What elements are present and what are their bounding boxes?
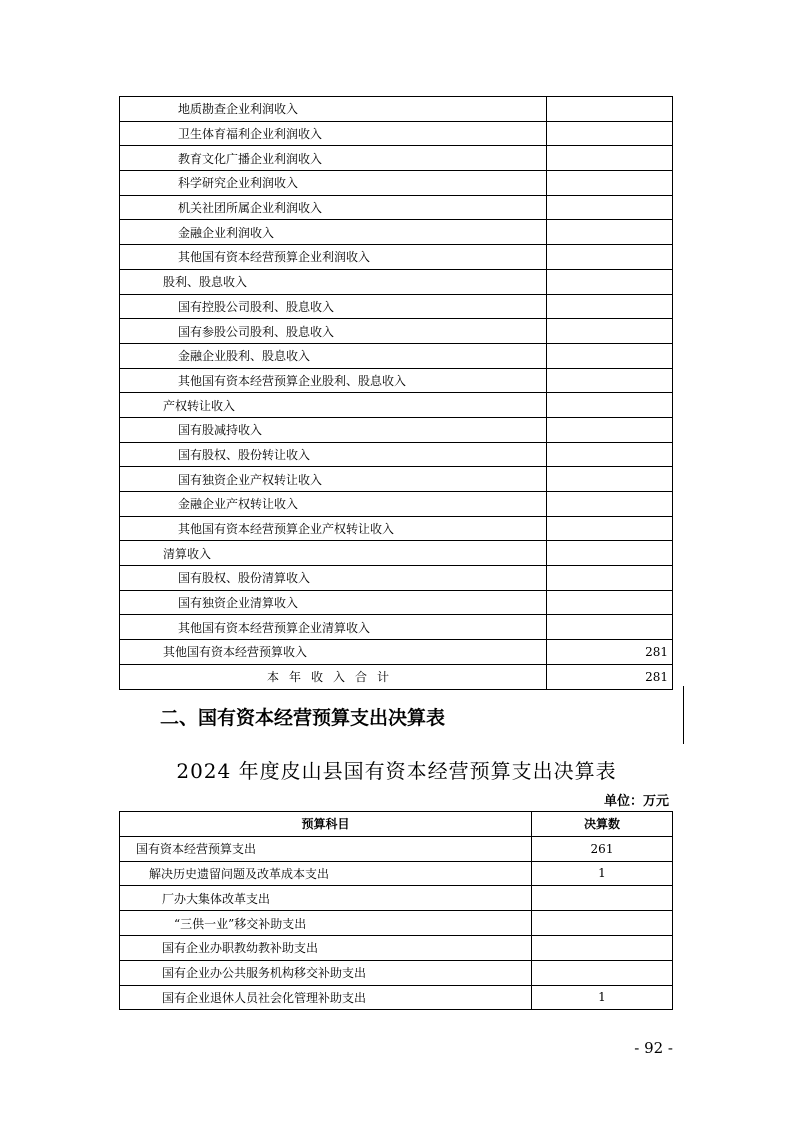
row-label: 卫生体育福利企业利润收入: [120, 121, 547, 146]
row-value: [547, 220, 673, 245]
table-row: [120, 442, 673, 467]
row-label: 金融企业利润收入: [120, 220, 547, 245]
table-row: [120, 590, 673, 615]
table-row: [120, 615, 673, 640]
table-row: [120, 319, 673, 344]
row-label: 股利、股息收入: [120, 269, 547, 294]
table-row: [120, 121, 673, 146]
table-row: [120, 171, 673, 196]
row-label: 国有独资企业产权转让收入: [120, 467, 547, 492]
table-row: [120, 861, 673, 886]
row-value: [547, 541, 673, 566]
row-value: [547, 590, 673, 615]
table-row: [120, 393, 673, 418]
row-value: [547, 467, 673, 492]
row-label: 科学研究企业利润收入: [120, 171, 547, 196]
table-row: [120, 566, 673, 591]
row-label: 金融企业股利、股息收入: [120, 343, 547, 368]
table-row: [120, 195, 673, 220]
row-value: [547, 171, 673, 196]
row-value: [547, 146, 673, 171]
row-label: 其他国有资本经营预算企业利润收入: [120, 245, 547, 270]
page-number: - 92 -: [634, 1039, 673, 1057]
row-value: 281: [547, 640, 673, 665]
row-value: [547, 195, 673, 220]
row-label: 国有股权、股份清算收入: [120, 566, 547, 591]
row-value: 1: [532, 861, 673, 886]
row-value: [547, 368, 673, 393]
table-title: 2024 年度皮山县国有资本经营预算支出决算表: [176, 759, 617, 783]
table-row: [120, 935, 673, 960]
vertical-divider: [683, 686, 684, 744]
row-label: 清算收入: [120, 541, 547, 566]
table-row: [120, 886, 673, 911]
table-row: [120, 640, 673, 665]
total-row: [120, 664, 673, 689]
row-label: 国有企业办公共服务机构移交补助支出: [120, 960, 532, 985]
row-value: [547, 294, 673, 319]
table-row: [120, 97, 673, 122]
table-header-row: [120, 812, 673, 837]
header-subject: 预算科目: [120, 812, 532, 837]
header-amount: 决算数: [532, 812, 673, 837]
unit-label: 单位：万元: [603, 794, 669, 809]
table-row: [120, 985, 673, 1010]
table-row: [120, 541, 673, 566]
expenditure-table: [119, 811, 673, 1010]
row-value: [547, 417, 673, 442]
row-label: 地质勘查企业利润收入: [120, 97, 547, 122]
row-label: 国有控股公司股利、股息收入: [120, 294, 547, 319]
table-row: [120, 146, 673, 171]
total-label: 本年收入合计: [120, 664, 547, 689]
row-label: 产权转让收入: [120, 393, 547, 418]
table-row: [120, 492, 673, 517]
row-value: [547, 566, 673, 591]
row-label: 其他国有资本经营预算企业股利、股息收入: [120, 368, 547, 393]
row-value: [532, 935, 673, 960]
row-value: [532, 911, 673, 936]
row-label: 国有股减持收入: [120, 417, 547, 442]
row-label: 解决历史遗留问题及改革成本支出: [120, 861, 532, 886]
row-label: 厂办大集体改革支出: [120, 886, 532, 911]
row-value: [547, 393, 673, 418]
row-label: 其他国有资本经营预算企业清算收入: [120, 615, 547, 640]
row-value: 261: [532, 836, 673, 861]
row-value: 1: [532, 985, 673, 1010]
row-value: [547, 343, 673, 368]
row-value: [547, 442, 673, 467]
table-row: [120, 516, 673, 541]
table-row: [120, 467, 673, 492]
table-row: [120, 960, 673, 985]
revenue-table: [119, 96, 673, 690]
table-row: [120, 245, 673, 270]
row-value: [547, 245, 673, 270]
section-heading: 二、国有资本经营预算支出决算表: [160, 707, 446, 729]
row-label: 国有企业办职教幼教补助支出: [120, 935, 532, 960]
row-value: [547, 121, 673, 146]
table-row: [120, 836, 673, 861]
table-row: [120, 343, 673, 368]
table-row: [120, 368, 673, 393]
row-label: 国有独资企业清算收入: [120, 590, 547, 615]
row-label: 国有参股公司股利、股息收入: [120, 319, 547, 344]
row-label: 机关社团所属企业利润收入: [120, 195, 547, 220]
row-value: [547, 492, 673, 517]
row-value: [547, 319, 673, 344]
row-value: [547, 516, 673, 541]
table-row: [120, 220, 673, 245]
row-value: [547, 269, 673, 294]
total-value: 281: [547, 664, 673, 689]
row-label: 其他国有资本经营预算收入: [120, 640, 547, 665]
row-value: [547, 97, 673, 122]
row-label: 国有股权、股份转让收入: [120, 442, 547, 467]
row-label: 金融企业产权转让收入: [120, 492, 547, 517]
table-row: [120, 911, 673, 936]
row-label: 其他国有资本经营预算企业产权转让收入: [120, 516, 547, 541]
row-value: [547, 615, 673, 640]
row-value: [532, 960, 673, 985]
row-label: 教育文化广播企业利润收入: [120, 146, 547, 171]
row-label: 国有企业退休人员社会化管理补助支出: [120, 985, 532, 1010]
row-value: [532, 886, 673, 911]
table-row: [120, 417, 673, 442]
row-label: 国有资本经营预算支出: [120, 836, 532, 861]
row-label: “三供一业”移交补助支出: [120, 911, 532, 936]
table-row: [120, 294, 673, 319]
table-row: [120, 269, 673, 294]
